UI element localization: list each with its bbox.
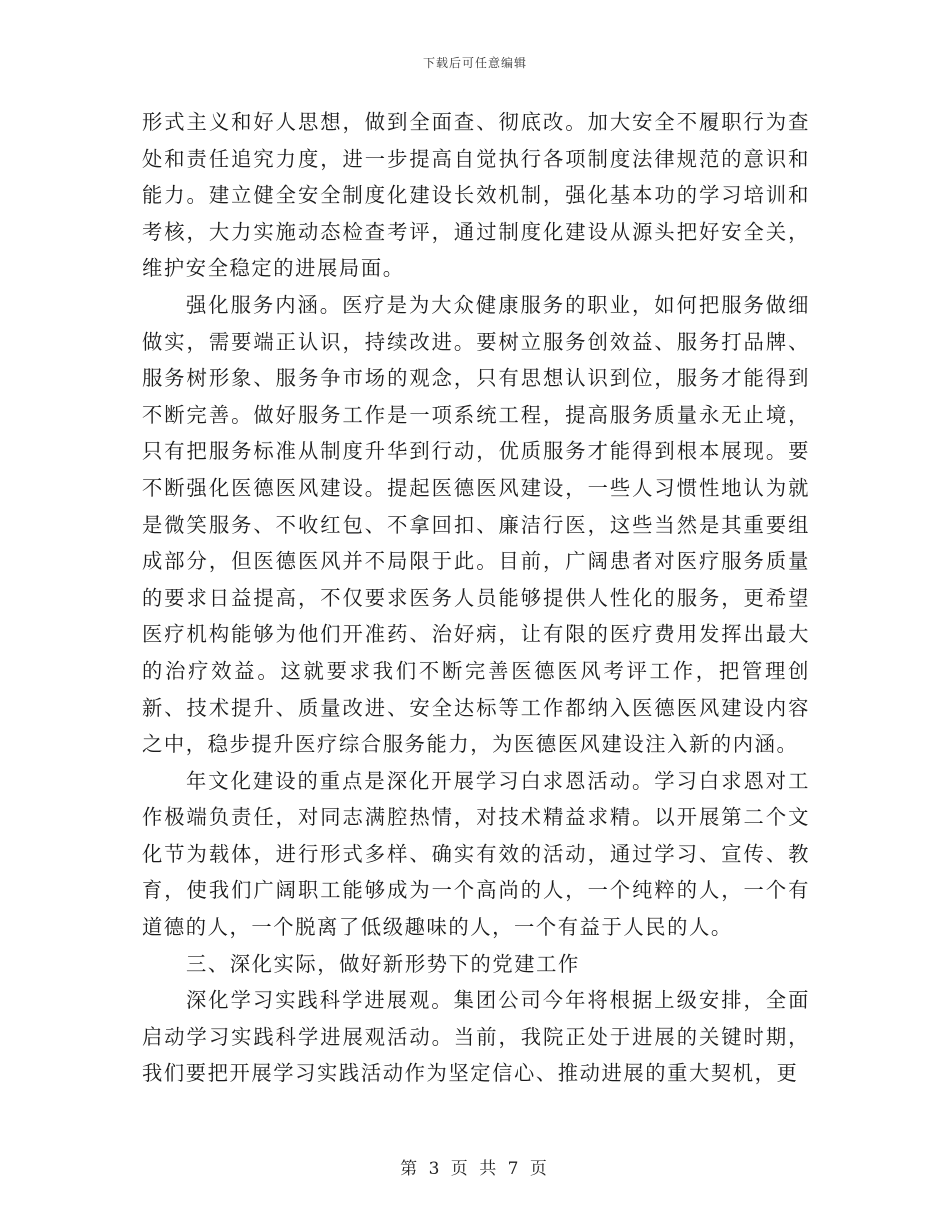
paragraph-3: 年文化建设的重点是深化开展学习白求恩活动。学习白求恩对工作极端负责任，对同志满腔热情，对技术精益求精。以开展第二个文化节为载体，进行形式多样、确实有效的活动，通过学习、宣传、教育，使我们广阔职工能够成为一个高尚的人，一个纯粹的人，一个有道德的人，一个脱离了低级趣味的人，一个有益于人民的人。 [142,768,810,940]
section-heading: 三、深化实际，做好新形势下的党建工作 [186,951,580,976]
page-header: 下载后可任意编辑 [422,56,527,70]
paragraph-1: 形式主义和好人思想，做到全面查、彻底改。加大安全不履职行为查处和责任追究力度，进一步提高自觉执行各项制度法律规范的意识和能力。建立健全安全制度化建设长效机制，强化基本功的学习培训和考核，大力实施动态检查考评，通过制度化建设从源头把好安全关，维护安全稳定的进展局面。 [142,110,810,281]
paragraph-2: 强化服务内涵。医疗是为大众健康服务的职业，如何把服务做细做实，需要端正认识，持续改进。要树立服务创效益、服务打品牌、服务树形象、服务争市场的观念，只有思想认识到位，服务才能得到不断完善。做好服务工作是一项系统工程，提高服务质量永无止境，只有把服务标准从制度升华到行动，优质服务才能得到根本展现。要不断强化医德医风建设。提起医德医风建设，一些人习惯性地认为就是微笑服务、不收红包、不拿回扣、廉洁行医，这些当然是其重要组成部分，但医德医风并不局限于此。目前，广阔患者对医疗服务质量的要求日益提高，不仅要求医务人员能够提供人性化的服务，更希望医疗机构能够为他们开准药、治好病，让有限的医疗费用发挥出最大的治疗效益。这就要求我们不断完善医德医风考评工作，把管理创新、技术提升、质量改进、安全达标等工作都纳入医德医风建设内容之中，稳步提升医疗综合服务能力，为医德医风建设注入新的内涵。 [142,292,810,757]
page-footer: 第 3 页 共 7 页 [400,1159,550,1179]
paragraph-4: 深化学习实践科学进展观。集团公司今年将根据上级安排，全面启动学习实践科学进展观活动。当前，我院正处于进展的关键时期，我们要把开展学习实践活动作为坚定信心、推动进展的重大契机，更 [142,988,810,1086]
document-body [142,104,810,1092]
